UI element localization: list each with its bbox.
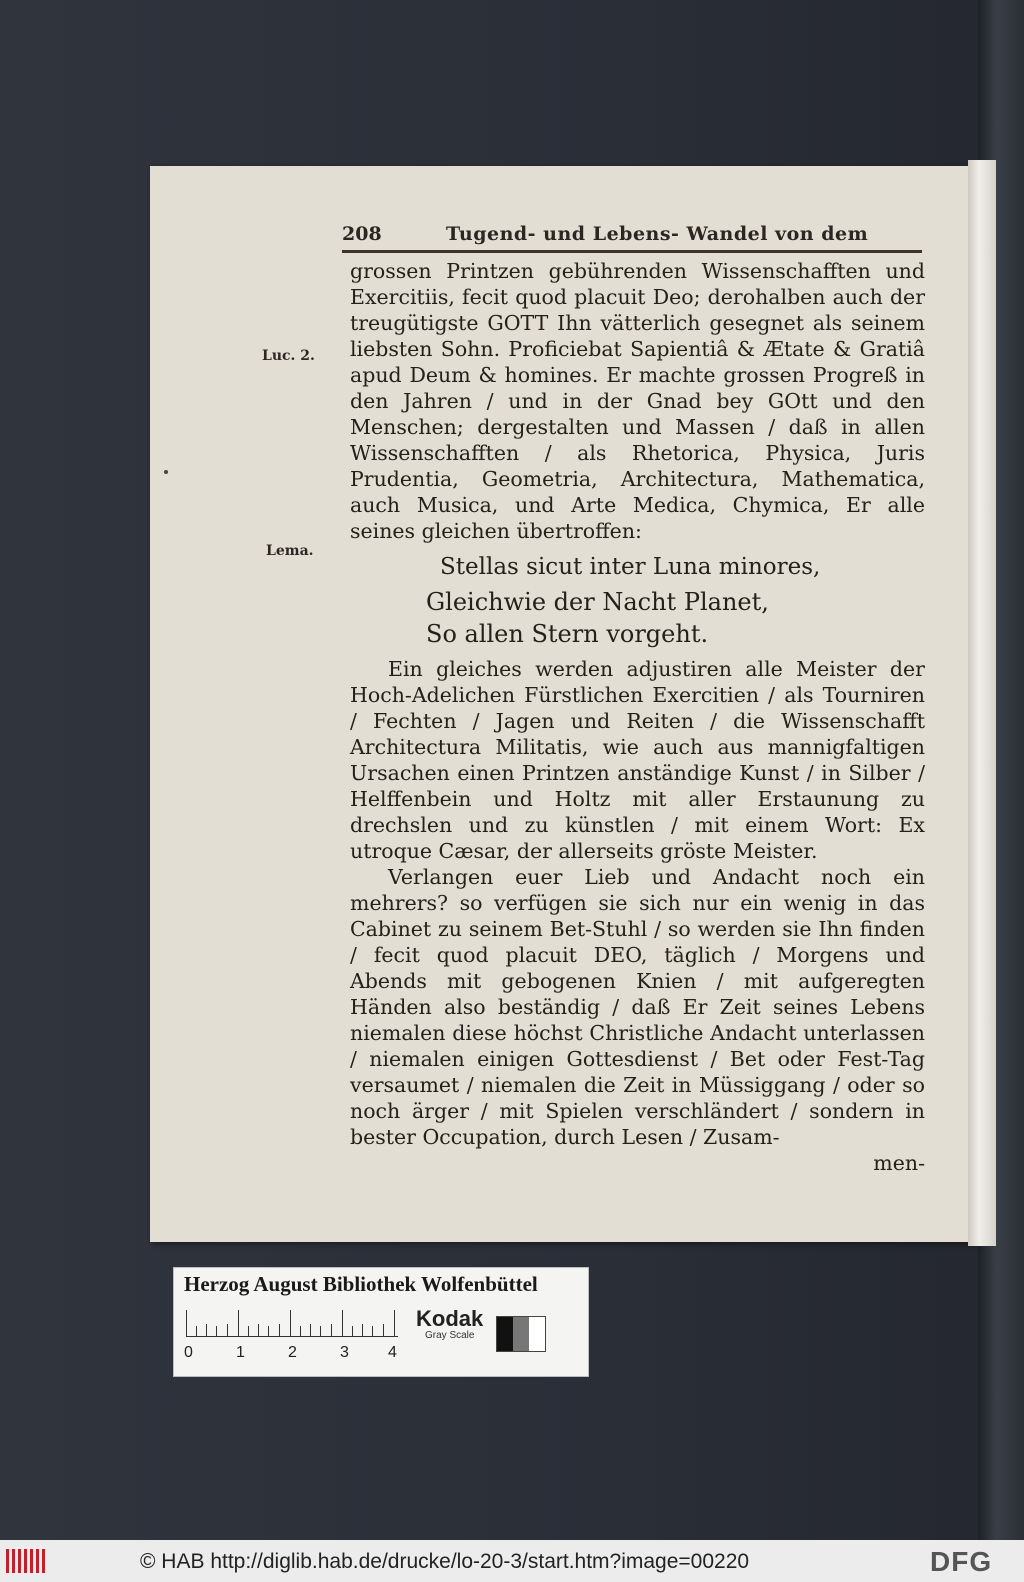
ruler-tick bbox=[310, 1324, 311, 1336]
ruler-tick bbox=[320, 1326, 321, 1336]
library-name: Herzog August Bibliothek Wolfenbüttel bbox=[184, 1272, 538, 1296]
paragraph-1: grossen Printzen gebührenden Wissenschafften und Exercitiis, fecit quod placuit Deo; derohalben auch der treugütigste GOTT Ihn vätterlich gesegnet als seinem liebsten Sohn. Proficiebat Sapientiâ & Ætate & Gratiâ apud Deum & homines. Er machte grossen Progreß in den Jahren / und in der Gnad bey GOtt und den Menschen; dergestalten und Massen / daß in allen Wissenschafften / als Rhetorica, Physica, Juris Prudentia, Geometria, Architectura, Mathematica, auch Musica, und Arte Medica, Chymica, Er alle seines gleichen übertroffen: bbox=[350, 259, 925, 543]
ruler-tick bbox=[352, 1326, 353, 1336]
ruler-tick bbox=[372, 1326, 373, 1336]
ruler-tick bbox=[300, 1326, 301, 1336]
verse-german-1: Gleichwie der Nacht Planet, bbox=[426, 588, 769, 616]
page-number: 208 bbox=[342, 223, 382, 245]
hab-barcode-icon bbox=[6, 1549, 46, 1573]
page-edge bbox=[968, 160, 996, 1246]
ruler-tick bbox=[258, 1324, 259, 1336]
ruler-tick bbox=[383, 1324, 384, 1336]
catchword: men- bbox=[873, 1151, 925, 1175]
ruler-tick bbox=[248, 1326, 249, 1336]
dfg-logo: DFG bbox=[930, 1546, 993, 1577]
ruler-tick bbox=[227, 1324, 228, 1336]
ruler-tick bbox=[290, 1310, 291, 1336]
kodak-brand: Kodak bbox=[416, 1306, 484, 1331]
swatch-black bbox=[497, 1317, 513, 1351]
body-text bbox=[350, 258, 925, 1176]
gray-swatches bbox=[496, 1316, 546, 1352]
verse-latin: Stellas sicut inter Luna minores, bbox=[440, 554, 821, 580]
ruler-number: 0 bbox=[184, 1344, 193, 1361]
ruler-tick bbox=[279, 1324, 280, 1336]
marginal-note-lema: Lema. bbox=[266, 543, 314, 559]
ruler-number: 3 bbox=[340, 1344, 349, 1361]
verse-german-2: So allen Stern vorgeht. bbox=[426, 620, 709, 648]
ruler-tick bbox=[331, 1324, 332, 1336]
paragraph-3: Verlangen euer Lieb und Andacht noch ein mehrers? so verfügen sie sich nur ein wenig in das Cabinet zu seinem Bet-Stuhl / so werden sie Ihn finden / fecit quod placuit DEO, täglich / Morgens und Abends mit gebogenen Knien / mit aufgeregten Händen also beständig / daß Er Zeit seines Lebens niemalen diese höchst Christliche Andacht unterlassen / niemalen einigen Gottesdienst / Bet oder Fest-Tag versaumet / niemalen die Zeit in Müssiggang / oder so noch ärger / mit Spielen verschländert / sondern in bester Occupation, durch Lesen / Zusam- bbox=[350, 865, 925, 1149]
ruler-tick bbox=[268, 1326, 269, 1336]
ruler-tick bbox=[186, 1310, 187, 1336]
ruler-number: 4 bbox=[388, 1344, 397, 1361]
footer-bar bbox=[0, 1540, 1024, 1582]
ruler-tick bbox=[362, 1324, 363, 1336]
running-title: Tugend- und Lebens- Wandel von dem bbox=[446, 223, 869, 245]
ruler-tick bbox=[394, 1310, 395, 1336]
ink-spot bbox=[164, 470, 168, 474]
color-target-card bbox=[173, 1267, 589, 1377]
ruler-tick bbox=[196, 1326, 197, 1336]
ruler-tick bbox=[238, 1310, 239, 1336]
footer-credit-link[interactable]: © HAB http://diglib.hab.de/drucke/lo-20-3/start.htm?image=00220 bbox=[140, 1550, 750, 1573]
ruler-tick bbox=[216, 1326, 217, 1336]
ruler bbox=[186, 1310, 398, 1337]
ruler-tick bbox=[206, 1324, 207, 1336]
gray-scale-label: Gray Scale bbox=[425, 1330, 475, 1341]
marginal-note-luc: Luc. 2. bbox=[262, 348, 315, 364]
ruler-number: 2 bbox=[288, 1344, 297, 1361]
paragraph-2: Ein gleiches werden adjustiren alle Meister der Hoch-Adelichen Fürstlichen Exercitien / als Tourniren / Fechten / Jagen und Reiten / die Wissenschafft Architectura Militatis, wie auch aus mannigfaltigen Ursachen einen Printzen anständige Kunst / in Silber / Helffenbein und Holtz mit aller Erstaunung zu drechslen und zu künstlen / mit einem Wort: Ex utroque Cæsar, der allerseits gröste Meister. bbox=[350, 657, 925, 863]
running-head bbox=[342, 219, 922, 251]
ruler-tick bbox=[342, 1310, 343, 1336]
header-rule bbox=[342, 250, 922, 253]
ruler-number: 1 bbox=[236, 1344, 245, 1361]
swatch-white bbox=[529, 1317, 545, 1351]
swatch-gray bbox=[513, 1317, 529, 1351]
